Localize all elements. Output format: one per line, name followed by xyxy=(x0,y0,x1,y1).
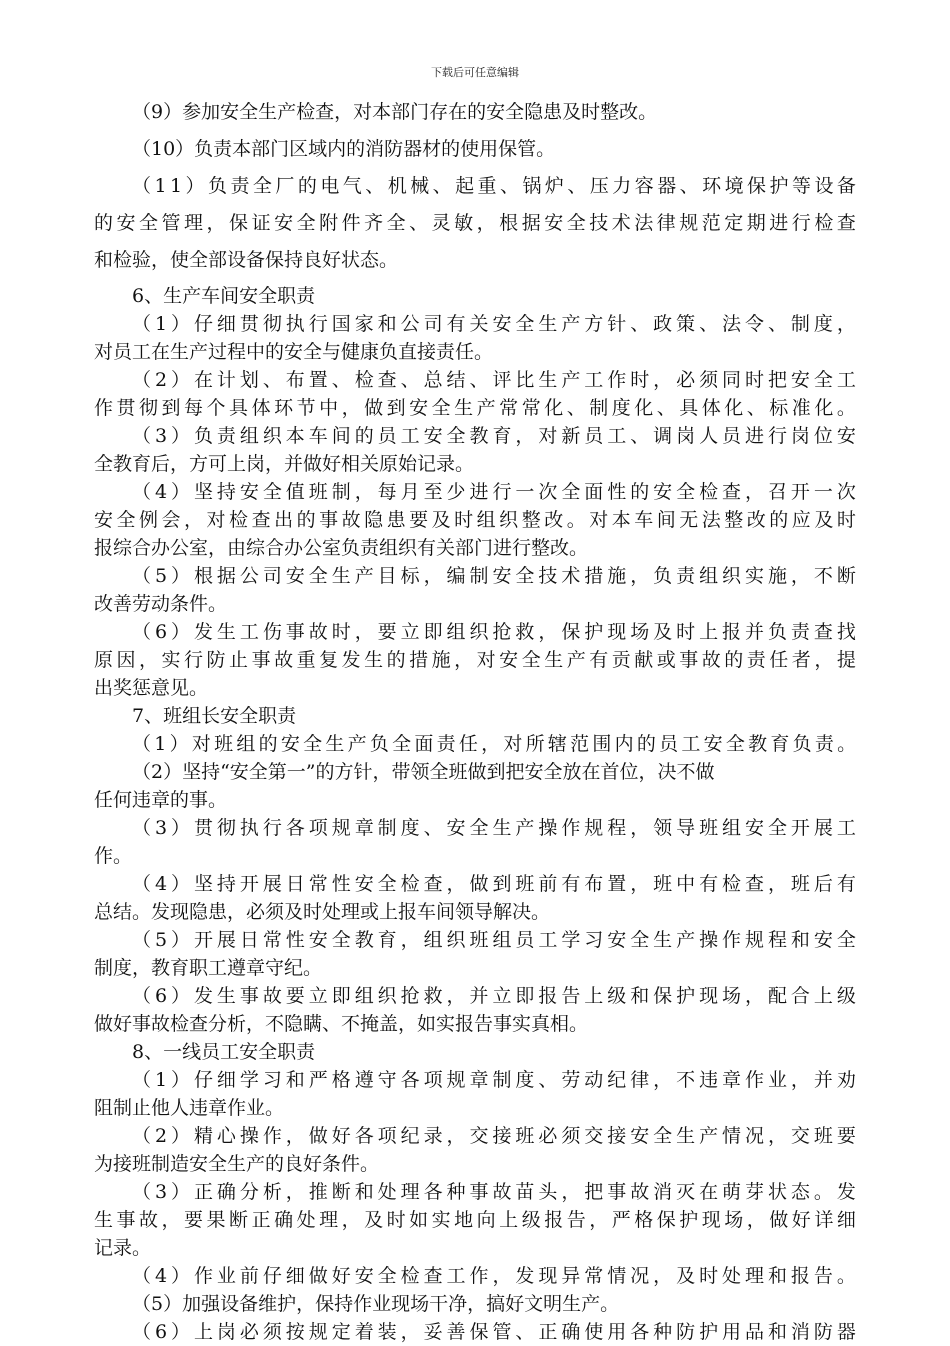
text-line: （4）坚持开展日常性安全检查，做到班前有布置，班中有检查，班后有 xyxy=(132,873,860,895)
text-line: 作。 xyxy=(94,845,133,867)
text-line: 对员工在生产过程中的安全与健康负直接责任。 xyxy=(94,341,494,363)
paragraph xyxy=(94,618,860,702)
text-line: （6）上岗必须按规定着装，妥善保管、正确使用各种防护用品和消防器 xyxy=(132,1321,860,1343)
text-line: （1）仔细贯彻执行国家和公司有关安全生产方针、政策、法令、制度， xyxy=(132,313,860,335)
paragraph xyxy=(94,310,860,366)
text-line: （6）发生事故要立即组织抢救，并立即报告上级和保护现场，配合上级 xyxy=(132,985,860,1007)
text-line: （2）精心操作，做好各项纪录，交接班必须交接安全生产情况，交班要 xyxy=(132,1125,860,1147)
paragraph-9: （9）参加安全生产检查，对本部门存在的安全隐患及时整改。 xyxy=(132,101,658,123)
text-line: 生事故，要果断正确处理，及时如实地向上级报告，严格保护现场，做好详细 xyxy=(94,1209,860,1231)
paragraph xyxy=(94,1318,860,1346)
text-line: （4）坚持安全值班制，每月至少进行一次全面性的安全检查，召开一次 xyxy=(132,481,860,503)
text-line: 报综合办公室，由综合办公室负责组织有关部门进行整改。 xyxy=(94,537,589,559)
paragraph xyxy=(94,926,860,982)
paragraph-10: （10）负责本部门区域内的消防器材的使用保管。 xyxy=(132,138,556,160)
paragraph xyxy=(94,1122,860,1178)
paragraph xyxy=(94,562,860,618)
paragraph-11 xyxy=(94,168,860,279)
text-line: （1）对班组的安全生产负全面责任，对所辖范围内的员工安全教育负责。 xyxy=(132,733,860,755)
lower-section xyxy=(94,282,860,1346)
text-line: （11）负责全厂的电气、机械、起重、锅炉、压力容器、环境保护等设备 xyxy=(132,175,860,197)
paragraph xyxy=(94,478,860,562)
text-line: 总结。发现隐患，必须及时处理或上报车间领导解决。 xyxy=(94,901,551,923)
text-line: （4）作业前仔细做好安全检查工作，发现异常情况，及时处理和报告。 xyxy=(132,1265,860,1287)
text-line: （1）仔细学习和严格遵守各项规章制度、劳动纪律，不违章作业，并劝 xyxy=(132,1069,860,1091)
paragraph xyxy=(94,1262,860,1290)
paragraph xyxy=(94,1290,856,1318)
text-line: （2）坚持“安全第一”的方针，带领全班做到把安全放在首位，决不做 xyxy=(132,761,715,783)
text-line: （2）在计划、布置、检查、总结、评比生产工作时，必须同时把安全工 xyxy=(132,369,860,391)
text-line: 改善劳动条件。 xyxy=(94,593,228,615)
text-line: （5）根据公司安全生产目标，编制安全技术措施，负责组织实施，不断 xyxy=(132,565,860,587)
section-heading-7: 7、班组长安全职责 xyxy=(132,705,297,727)
text-line: （5）加强设备维护，保持作业现场干净，搞好文明生产。 xyxy=(132,1293,620,1315)
section-heading-8: 8、一线员工安全职责 xyxy=(132,1041,316,1063)
section-heading-6: 6、生产车间安全职责 xyxy=(132,285,316,307)
page-header: 下载后可任意编辑 xyxy=(431,66,519,79)
paragraph xyxy=(94,758,856,814)
paragraph xyxy=(94,366,860,422)
text-line: 和检验，使全部设备保持良好状态。 xyxy=(94,249,399,271)
text-line: 原因，实行防止事故重复发生的措施，对安全生产有贡献或事故的责任者，提 xyxy=(94,649,860,671)
paragraph xyxy=(94,814,860,870)
text-line: （3）负责组织本车间的员工安全教育，对新员工、调岗人员进行岗位安 xyxy=(132,425,860,447)
text-line: （3）贯彻执行各项规章制度、安全生产操作规程，领导班组安全开展工 xyxy=(132,817,860,839)
text-line: 记录。 xyxy=(94,1237,152,1259)
upper-section xyxy=(94,94,860,279)
text-line: 的安全管理，保证安全附件齐全、灵敏，根据安全技术法律规范定期进行检查 xyxy=(94,212,860,234)
text-line: 任何违章的事。 xyxy=(94,789,228,811)
paragraph xyxy=(94,1178,860,1262)
paragraph xyxy=(94,870,860,926)
text-line: 做好事故检查分析，不隐瞒、不掩盖，如实报告事实真相。 xyxy=(94,1013,589,1035)
text-line: 全教育后，方可上岗，并做好相关原始记录。 xyxy=(94,453,475,475)
text-line: （3）正确分析，推断和处理各种事故苗头，把事故消灭在萌芽状态。发 xyxy=(132,1181,860,1203)
text-line: 作贯彻到每个具体环节中，做到安全生产常常化、制度化、具体化、标准化。 xyxy=(94,397,860,419)
paragraph xyxy=(94,422,860,478)
text-line: 制度，教育职工遵章守纪。 xyxy=(94,957,323,979)
text-line: （5）开展日常性安全教育，组织班组员工学习安全生产操作规程和安全 xyxy=(132,929,860,951)
text-line: 为接班制造安全生产的良好条件。 xyxy=(94,1153,380,1175)
text-line: （6）发生工伤事故时，要立即组织抢救，保护现场及时上报并负责查找 xyxy=(132,621,860,643)
paragraph xyxy=(94,730,860,758)
text-line: 阻制止他人违章作业。 xyxy=(94,1097,285,1119)
text-line: 安全例会，对检查出的事故隐患要及时组织整改。对本车间无法整改的应及时 xyxy=(94,509,860,531)
paragraph xyxy=(94,982,860,1038)
paragraph xyxy=(94,1066,860,1122)
text-line: 出奖惩意见。 xyxy=(94,677,209,699)
